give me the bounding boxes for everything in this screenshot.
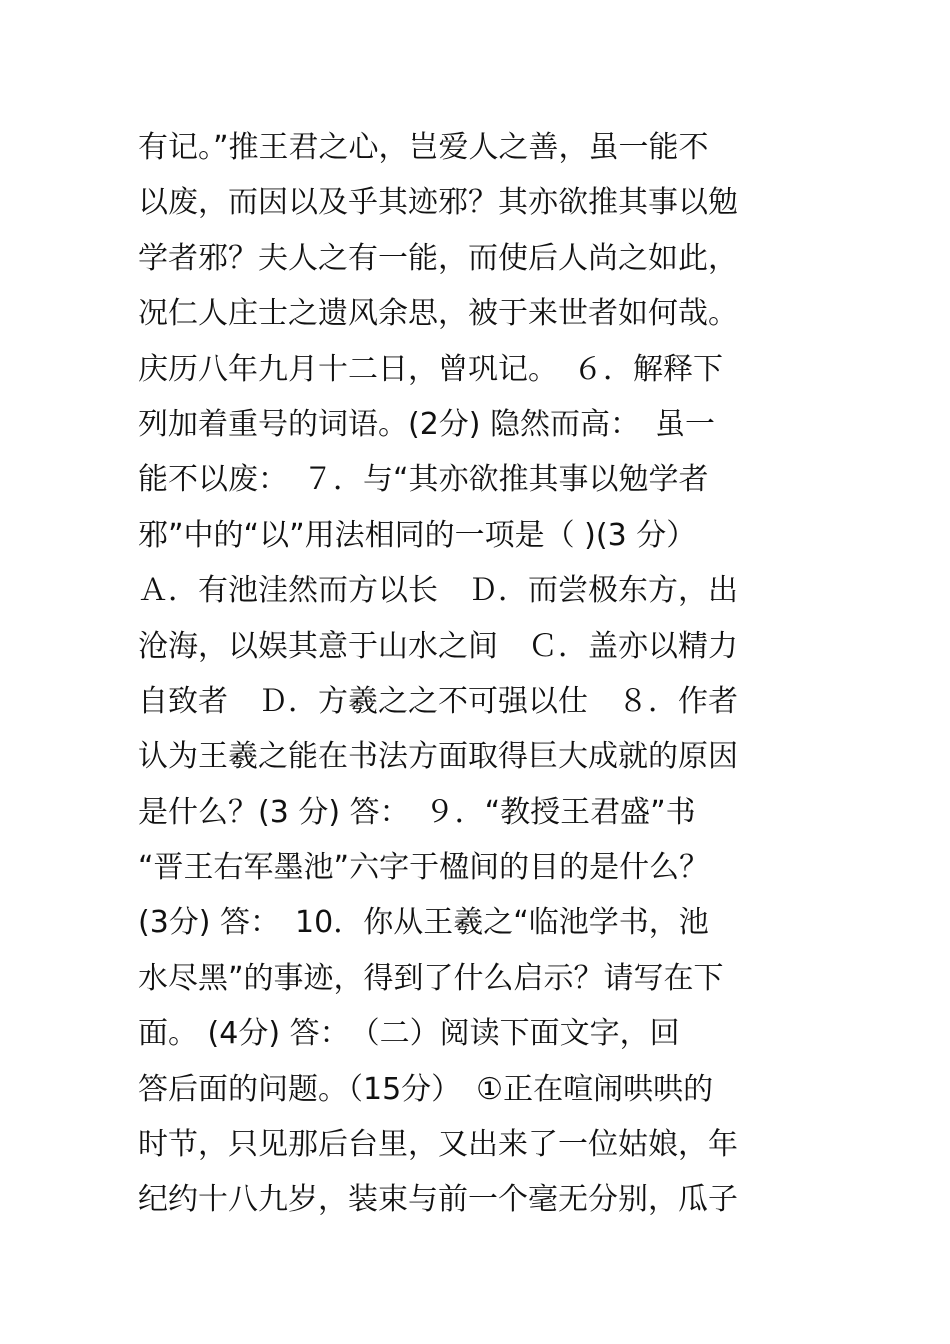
text-line: 时节，只见那后台里，又出来了一位姑娘，年 [138,1127,738,1163]
text-line: 自致者 Ｄ．方羲之之不可强以仕 ８．作者 [138,683,738,719]
text-line: 认为王羲之能在书法方面取得巨大成就的原因 [138,739,738,775]
text-line: 是什么？(3 分) 答： ９．“教授王君盛”书 [138,794,696,830]
text-line: 庆历八年九月十二日，曾巩记。 ６．解释下 [138,351,723,387]
text-line: (3分) 答： 10．你从王羲之“临池学书，池 [138,905,709,941]
text-line: 水尽黑”的事迹，得到了什么启示？请写在下 [138,960,724,996]
text-line: 况仁人庄士之遗风余思，被于来世者如何哉。 [138,296,738,332]
body-text [138,120,828,1228]
text-line: 有记。”推王君之心，岂爱人之善，虽一能不 [138,130,709,165]
text-line: 邪”中的“以”用法相同的一项是（ )(3 分） [138,517,697,553]
text-line: 学者邪？夫人之有一能，而使后人尚之如此， [138,240,738,276]
text-line: 能不以废： ７．与“其亦欲推其事以勉学者 [138,462,709,498]
text-line: “晋王右军墨池”六字于楹间的目的是什么？ [138,850,710,886]
text-line: 列加着重号的词语。(2分) 隐然而高： 虽一 [138,406,716,442]
text-line: Ａ．有池洼然而方以长 Ｄ．而尝极东方，出 [138,573,738,609]
text-line: 沧海，以娱其意于山水之间 Ｃ．盖亦以精力 [138,628,738,664]
text-line: 纪约十八九岁，装束与前一个毫无分别，瓜子 [138,1182,738,1218]
text-line: 面。 (4分) 答： （二）阅读下面文字，回 [138,1016,680,1052]
text-line: 答后面的问题。（15分） ①正在喧闹哄哄的 [138,1071,714,1107]
text-line: 以废，而因以及乎其迹邪？其亦欲推其事以勉 [138,185,738,221]
